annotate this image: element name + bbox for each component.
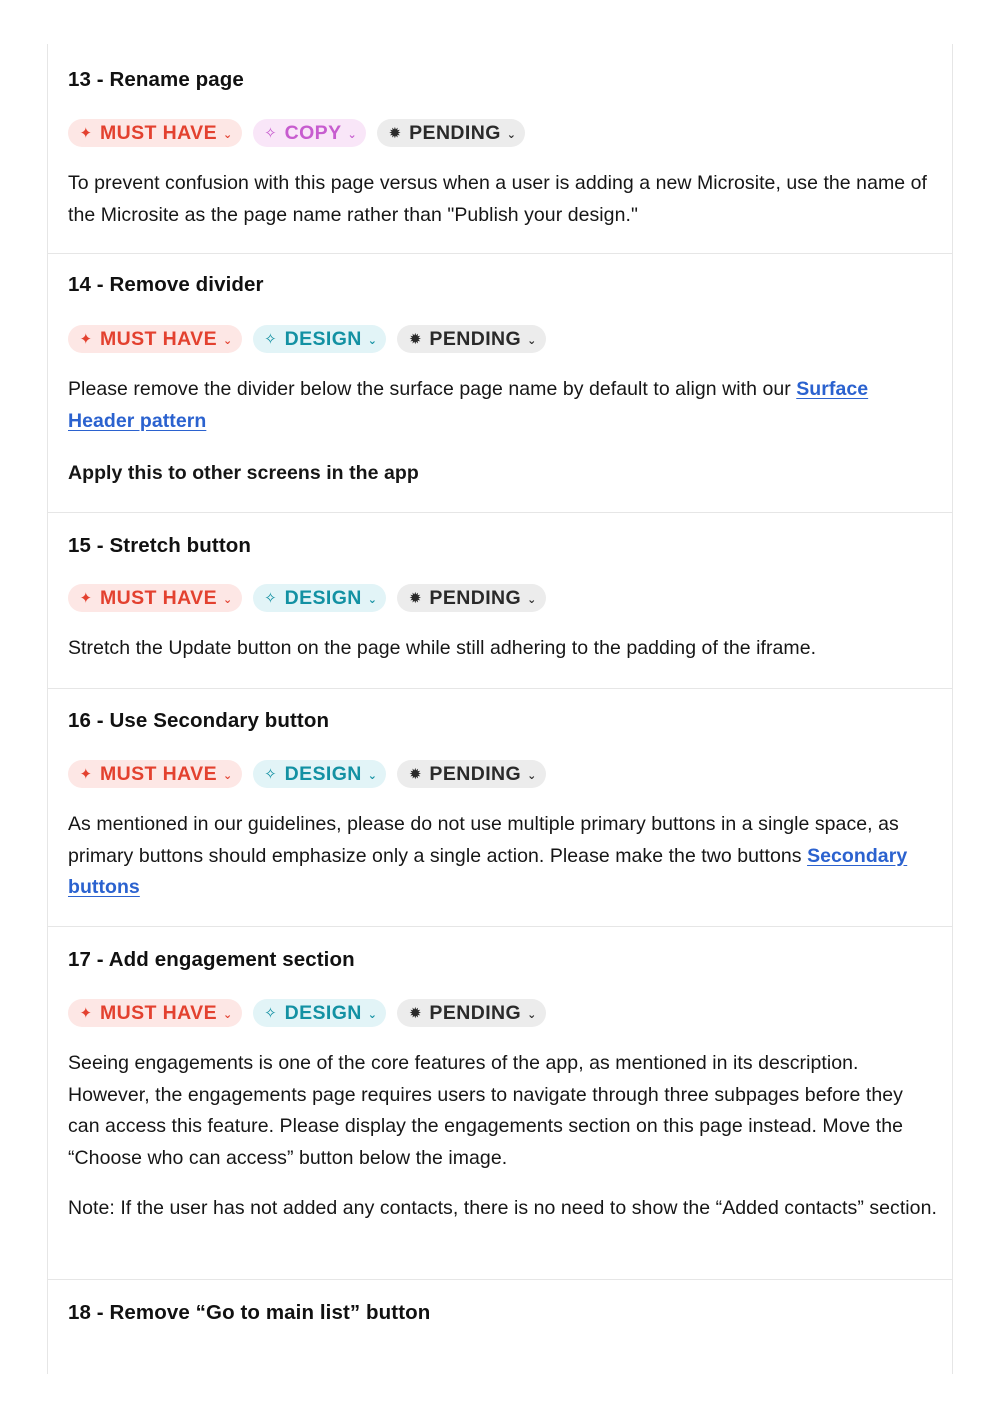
chevron-down-icon: ⌄ — [223, 334, 233, 347]
priority-tag[interactable] — [68, 999, 242, 1027]
sparkle-icon: ✦ — [79, 125, 93, 142]
status-tag[interactable] — [397, 584, 545, 612]
item-description — [68, 374, 938, 437]
chevron-down-icon: ⌄ — [223, 1008, 233, 1021]
tag-label: MUST HAVE — [100, 327, 217, 350]
starburst-icon: ✹ — [388, 125, 402, 142]
item-description: Stretch the Update button on the page while still adhering to the padding of the iframe. — [68, 637, 817, 659]
chevron-down-icon: ⌄ — [367, 334, 378, 347]
starburst-icon: ✹ — [408, 766, 422, 783]
item-description — [68, 809, 938, 904]
item-note: Apply this to other screens in the app — [68, 462, 419, 484]
priority-tag[interactable] — [68, 760, 242, 788]
priority-tag[interactable] — [68, 325, 242, 353]
item-note: Note: If the user has not added any contacts, there is no need to show the “Added contacts” section. — [68, 1197, 937, 1219]
chevron-down-icon: ⌄ — [506, 128, 517, 141]
four-point-star-icon: ✧ — [264, 766, 278, 783]
tag-label: DESIGN — [284, 327, 362, 350]
item-title: 13 - Rename page — [68, 68, 244, 91]
chevron-down-icon: ⌄ — [527, 593, 537, 606]
category-tag[interactable] — [253, 584, 387, 612]
item-title: 15 - Stretch button — [68, 534, 251, 557]
status-tag[interactable] — [377, 119, 525, 147]
feedback-item-13 — [48, 44, 952, 253]
tag-label: MUST HAVE — [100, 121, 217, 144]
item-title: 14 - Remove divider — [68, 273, 264, 296]
tag-label: PENDING — [429, 327, 522, 350]
tag-label: MUST HAVE — [100, 762, 217, 785]
priority-tag[interactable] — [68, 119, 242, 147]
item-title: 16 - Use Secondary button — [68, 709, 330, 732]
item-title: 18 - Remove “Go to main list” button — [68, 1301, 431, 1324]
tag-label: DESIGN — [284, 586, 362, 609]
item-title: 17 - Add engagement section — [68, 948, 355, 971]
tag-label: MUST HAVE — [100, 1001, 217, 1024]
feedback-item-14 — [48, 254, 952, 512]
feedback-item-17 — [48, 927, 952, 1279]
feedback-item-18 — [48, 1280, 952, 1374]
category-tag[interactable] — [253, 119, 367, 147]
priority-tag[interactable] — [68, 584, 242, 612]
tag-label: MUST HAVE — [100, 586, 217, 609]
chevron-down-icon: ⌄ — [223, 769, 233, 782]
starburst-icon: ✹ — [408, 590, 422, 607]
four-point-star-icon: ✧ — [264, 331, 278, 348]
tag-row — [68, 999, 546, 1027]
tag-label: DESIGN — [284, 762, 362, 785]
chevron-down-icon: ⌄ — [223, 128, 233, 141]
status-tag[interactable] — [397, 999, 545, 1027]
tag-label: DESIGN — [284, 1001, 362, 1024]
sparkle-icon: ✦ — [79, 1005, 93, 1022]
sparkle-icon: ✦ — [79, 331, 93, 348]
secondary-buttons-link[interactable]: Secondary buttons — [68, 844, 908, 898]
tag-label: PENDING — [429, 586, 522, 609]
chevron-down-icon: ⌄ — [527, 334, 537, 347]
chevron-down-icon: ⌄ — [367, 593, 378, 606]
chevron-down-icon: ⌄ — [367, 1008, 378, 1021]
surface-header-pattern-link[interactable]: Surface Header pattern — [68, 378, 869, 432]
status-tag[interactable] — [397, 760, 545, 788]
tag-row — [68, 119, 525, 147]
feedback-item-15 — [48, 513, 952, 688]
category-tag[interactable] — [253, 325, 387, 353]
starburst-icon: ✹ — [408, 1005, 422, 1022]
status-tag[interactable] — [397, 325, 545, 353]
four-point-star-icon: ✧ — [264, 1005, 278, 1022]
tag-label: PENDING — [429, 1001, 522, 1024]
four-point-star-icon: ✧ — [264, 125, 278, 142]
chevron-down-icon: ⌄ — [527, 769, 537, 782]
description-text: Please remove the divider below the surface page name by default to align with our — [68, 378, 797, 400]
tag-label: PENDING — [409, 121, 501, 144]
chevron-down-icon: ⌄ — [527, 1008, 537, 1021]
sparkle-icon: ✦ — [79, 590, 93, 607]
sparkle-icon: ✦ — [79, 766, 93, 783]
four-point-star-icon: ✧ — [264, 590, 278, 607]
tag-row — [68, 325, 546, 353]
category-tag[interactable] — [253, 999, 387, 1027]
feedback-panel — [47, 44, 953, 1374]
starburst-icon: ✹ — [408, 331, 422, 348]
chevron-down-icon: ⌄ — [367, 769, 378, 782]
chevron-down-icon: ⌄ — [347, 128, 358, 141]
item-description: Seeing engagements is one of the core features of the app, as mentioned in its description. However, the engagements page requires users to navigate through three subpages before they can access this feature. Please display the engagements section on this page instead. Move the “Choose who can access” button below the image. — [68, 1052, 904, 1169]
feedback-item-16 — [48, 689, 952, 926]
tag-row — [68, 760, 546, 788]
item-description: To prevent confusion with this page versus when a user is adding a new Microsite, use the name of the Microsite as the page name rather than "Publish your design." — [68, 172, 927, 226]
description-text: As mentioned in our guidelines, please do not use multiple primary buttons in a single space, as primary buttons should emphasize only a single action. Please make the two buttons — [68, 813, 899, 867]
tag-label: PENDING — [429, 762, 522, 785]
category-tag[interactable] — [253, 760, 387, 788]
chevron-down-icon: ⌄ — [223, 593, 233, 606]
tag-row — [68, 584, 546, 612]
tag-label: COPY — [284, 121, 342, 144]
